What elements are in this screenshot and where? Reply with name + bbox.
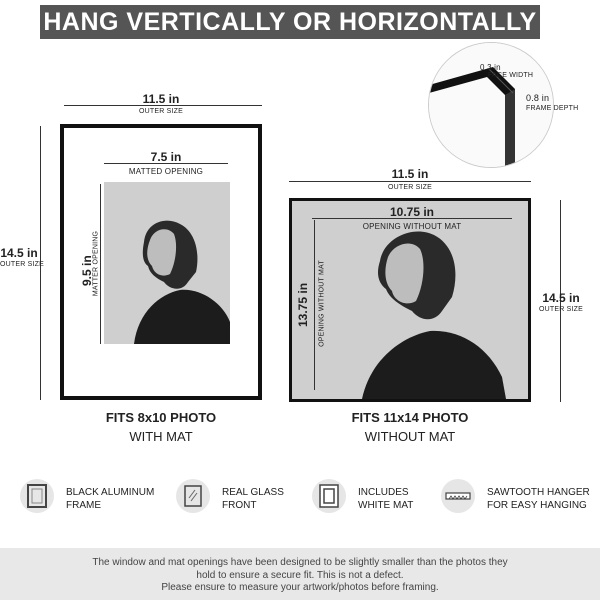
- disclaimer-line1: The window and mat openings have been designed to be slightly smaller than the photos they: [92, 557, 508, 568]
- opening-height-label: OPENING WITHOUT MAT: [318, 260, 326, 347]
- feature-glass-line1: REAL GLASS: [222, 487, 284, 498]
- feature-mat: [358, 486, 413, 512]
- feature-hanger: [487, 486, 590, 512]
- right-outer-height-value: 14.5 in: [542, 291, 580, 305]
- left-outer-width-value: 11.5 in: [142, 92, 180, 106]
- hanger-icon: [441, 479, 475, 513]
- opening-width-label: OPENING WITHOUT MAT: [362, 222, 462, 231]
- mat-height-arrow: [100, 184, 101, 344]
- right-caption-sub: WITHOUT MAT: [364, 429, 456, 444]
- right-outer-width-value: 11.5 in: [391, 167, 429, 181]
- right-outer-width-arrow: [289, 181, 531, 182]
- feature-mat-line2: WHITE MAT: [358, 500, 414, 511]
- face-width-value: 0.3 in: [480, 63, 501, 72]
- feature-hanger-line1: SAWTOOTH HANGER: [487, 487, 590, 498]
- feature-glass: [222, 486, 284, 512]
- disclaimer-footer: [0, 548, 600, 600]
- right-caption-bold: FITS 11x14 PHOTO: [351, 410, 469, 425]
- left-outer-width-label: OUTER SIZE: [138, 108, 183, 115]
- portrait-photo-small: [104, 182, 230, 344]
- right-outer-height-label: OUTER SIZE: [538, 306, 583, 313]
- mat-icon: [312, 479, 346, 513]
- feature-mat-line1: INCLUDES: [358, 487, 409, 498]
- right-outer-width-label: OUTER SIZE: [387, 184, 432, 191]
- feature-frame: [66, 486, 154, 512]
- opening-height-value: 13.75 in: [296, 282, 310, 327]
- mat-width-label: MATTED OPENING: [128, 167, 204, 176]
- left-caption-sub: WITH MAT: [129, 429, 193, 444]
- feature-frame-line2: FRAME: [66, 500, 101, 511]
- disclaimer-line2: hold to ensure a secure fit. This is not a defect.: [196, 569, 404, 581]
- mat-width-value: 7.5 in: [150, 150, 182, 164]
- mat-height-value: 9.5 in: [80, 255, 94, 286]
- left-outer-height-label: OUTER SIZE: [0, 261, 45, 268]
- face-width-label: FACE WIDTH: [488, 72, 534, 79]
- feature-hanger-line2: FOR EASY HANGING: [487, 500, 587, 511]
- frame-depth-label: FRAME DEPTH: [526, 105, 579, 112]
- opening-height-arrow: [314, 220, 315, 390]
- glass-icon: [176, 479, 210, 513]
- mat-height-label: MATTER OPENING: [92, 230, 100, 297]
- feature-glass-line2: FRONT: [222, 500, 257, 511]
- frame-depth-value: 0.8 in: [526, 93, 550, 103]
- page-title: HANG VERTICALLY OR HORIZONTALLY: [40, 5, 540, 39]
- left-caption-bold: FITS 8x10 PHOTO: [105, 410, 217, 425]
- disclaimer-line3: Please ensure to measure your artwork/photos before framing.: [161, 582, 439, 593]
- left-outer-height-value: 14.5 in: [0, 246, 38, 260]
- feature-frame-line1: BLACK ALUMINUM: [66, 487, 155, 498]
- opening-width-value: 10.75 in: [389, 205, 435, 219]
- frame-icon: [20, 479, 54, 513]
